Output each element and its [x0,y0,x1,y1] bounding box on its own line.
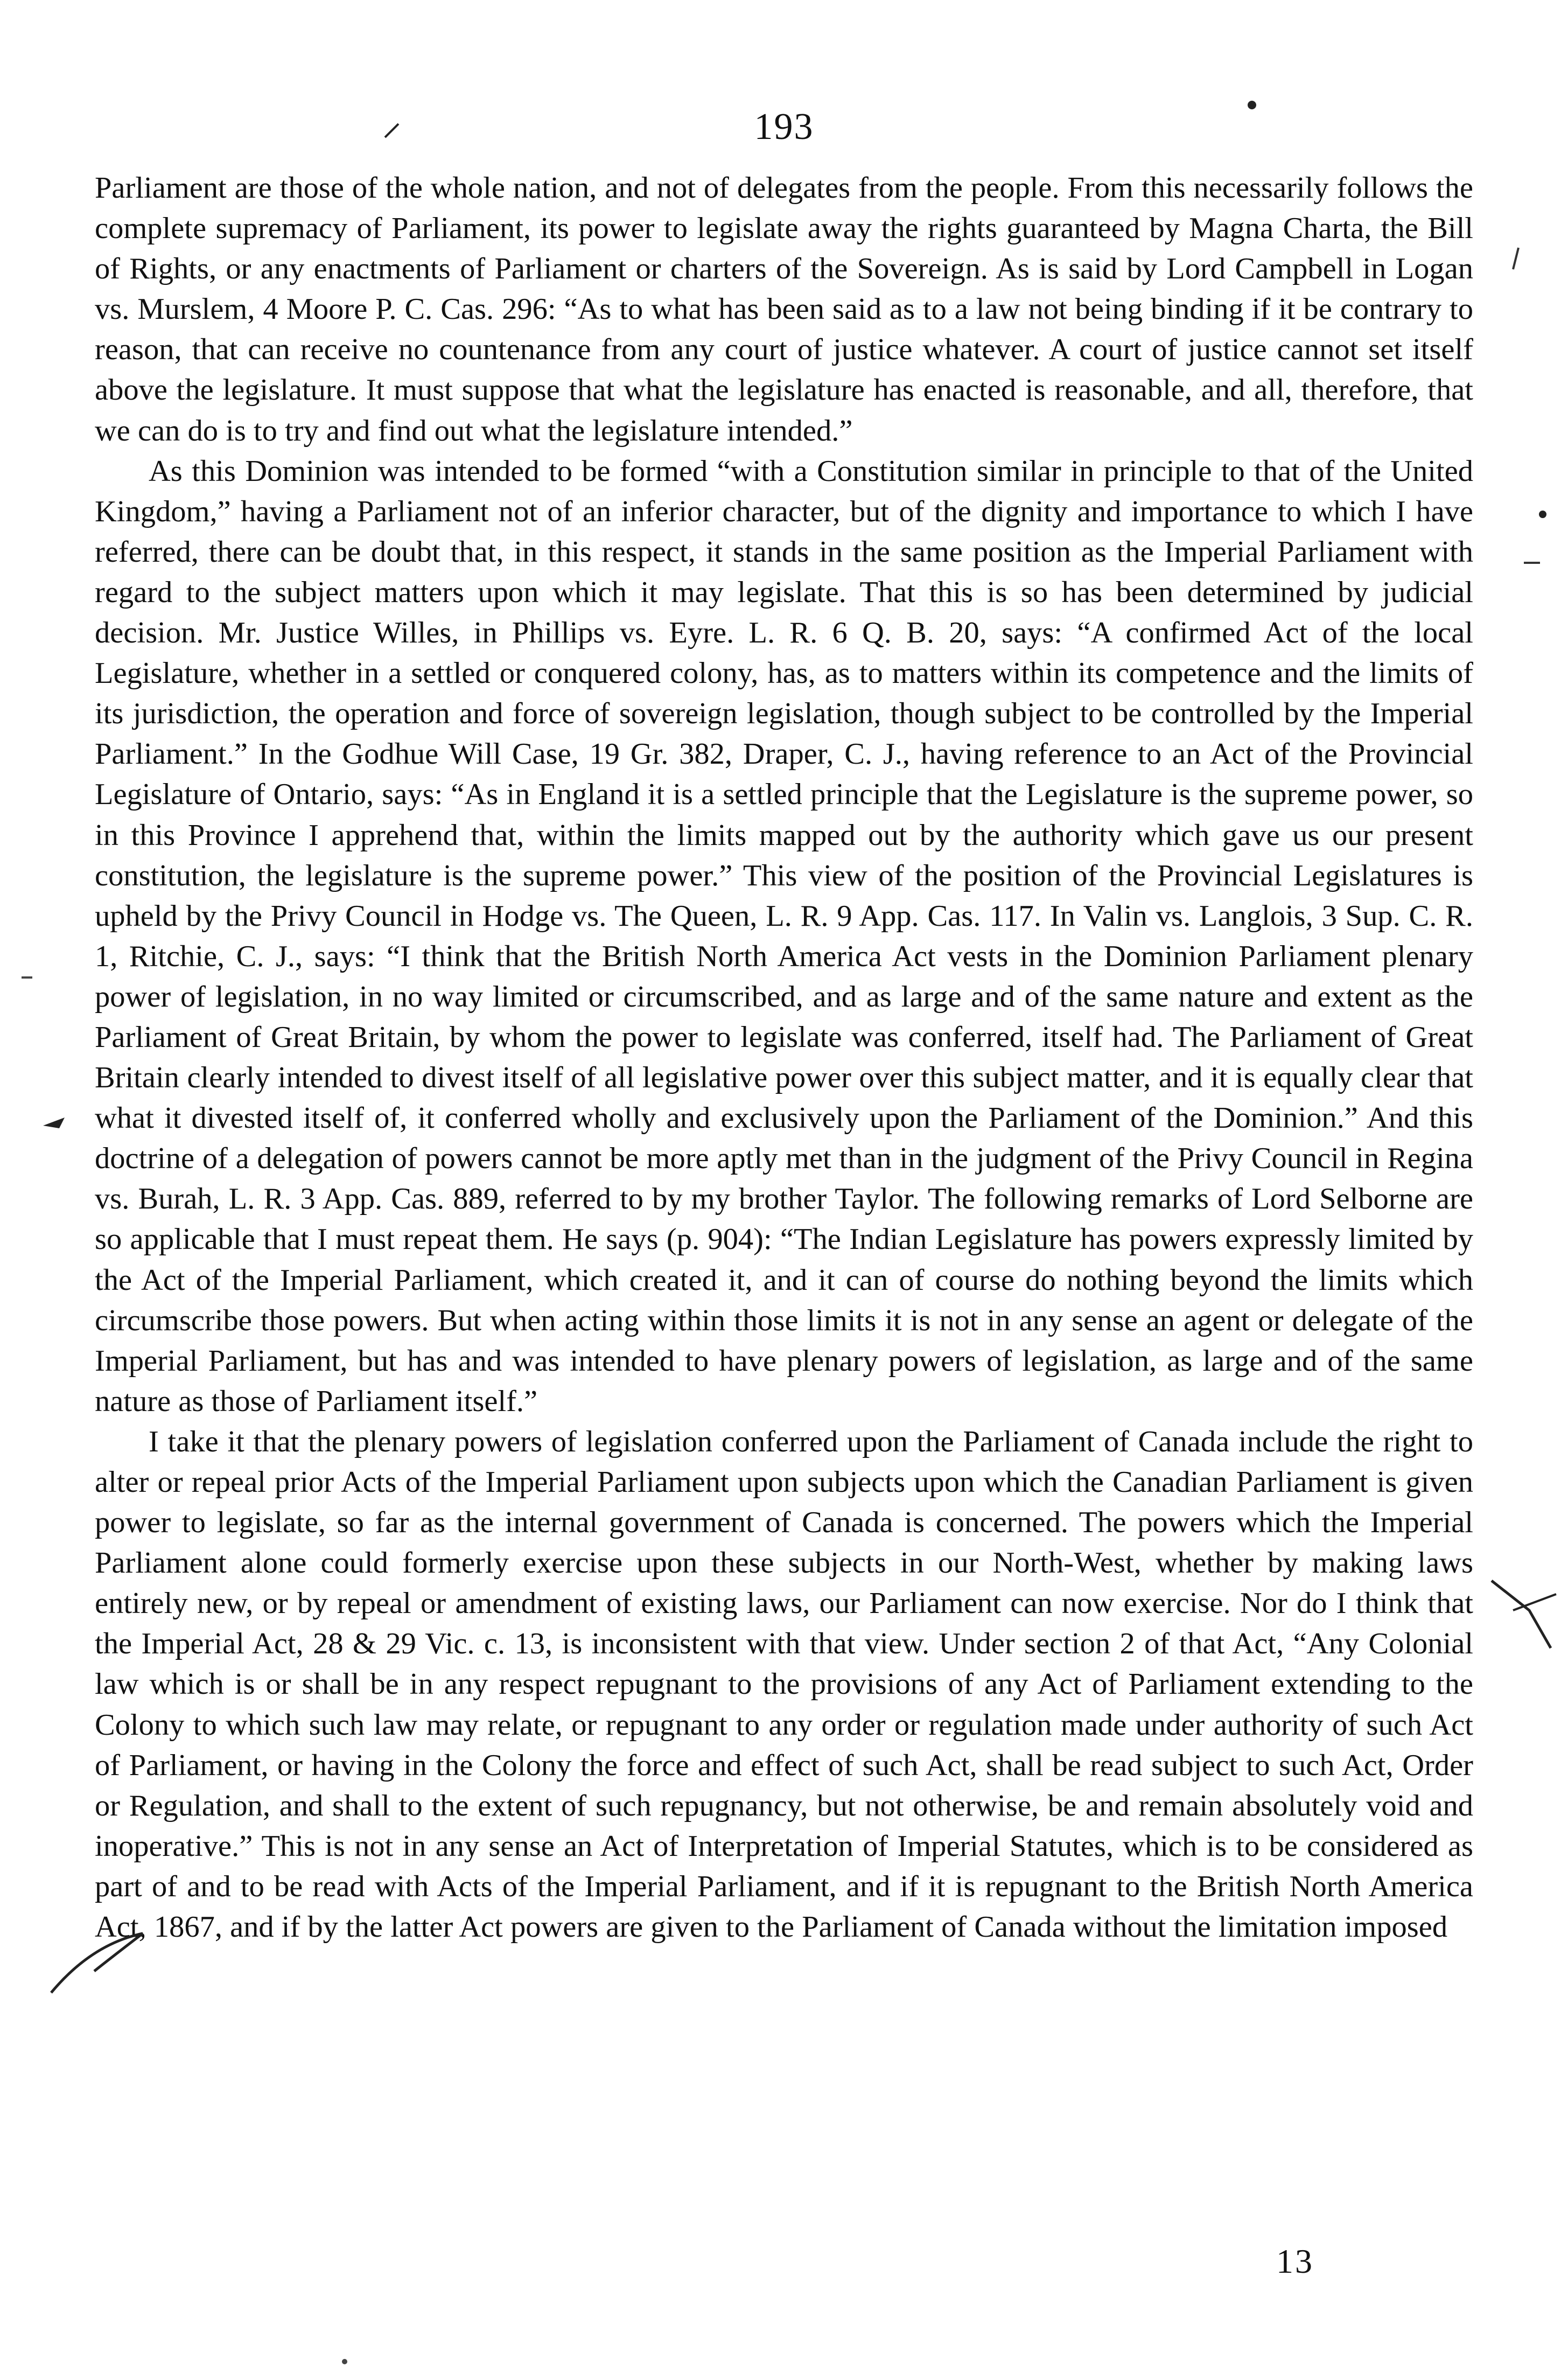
signature-mark: 13 [1276,2242,1314,2280]
margin-bracket-mark-2 [1513,1594,1556,1610]
paragraph-2: As this Dominion was intended to be formed “with a Constitution similar in principle to that of the United Kingdom,” having a Parliament not of an inferior character, but of the dignity and importance to which I have referred, there can be doubt that, in this respect, it stands in the same position as the Imperial Parliament with regard to the subject matters upon which it may legislate. That this is so has been determined by judicial decision. Mr. Justice Willes, in Phillips vs. Eyre. L. R. 6 Q. B. 20, says: “A confirmed Act of the local Legislature, whether in a settled or conquered colony, has, as to matters within its competence and the limits of its jurisdiction, the operation and force of sovereign legislation, though subject to be controlled by the Imperial Parliament.” In the Godhue Will Case, 19 Gr. 382, Draper, C. J., having reference to an Act of the Provincial Legislature of Ontario, says: “As in England it is a settled principle that the Legislature is the supreme power, so in this Province I apprehend that, within the limits mapped out by the authority which gave us our present constitution, the legislature is the supreme power.” This view of the position of the Provincial Legislatures is upheld by the Privy Council in Hodge vs. The Queen, L. R. 9 App. Cas. 117. In Valin vs. Langlois, 3 Sup. C. R. 1, Ritchie, C. J., says: “I think that the British North America Act vests in the Dominion Parliament plenary power of legislation, in no way limited or circumscribed, and as large and of the same nature and extent as the Parliament of Great Britain, by whom the power to legislate was conferred, itself had. The Parliament of Great Britain clearly intended to divest itself of all legislative power over this subject matter, and it is equally clear that what it divested itself of, it conferred wholly and exclusively upon the Parliament of the Dominion.” And this doctrine of a delegation of powers cannot be more aptly met than in the judgment of the Privy Council in Regina vs. Burah, L. R. 3 App. Cas. 889, referred to by my brother Taylor. The following remarks of Lord Selborne are so applicable that I must repeat them. He says (p. 904): “The Indian Legislature has powers expressly limited by the Act of the Imperial Parliament, which created it, and it can of course do nothing beyond the limits which circumscribe those powers. But when acting within those limits it is not in any sense an agent or delegate of the Imperial Parliament, but has and was intended to have plenary powers of legislation, as large and of the same nature as those of Parliament itself.” [95,454,1473,1418]
paragraph-1: Parliament are those of the whole nation, and not of delegates from the people. From this necessarily follows the complete supremacy of Parliament, its power to legislate away the rights guaranteed by Magna Charta, the Bill of Rights, or any enactments of Parliament or charters of the Sovereign. As is said by Lord Campbell in Logan vs. Murslem, 4 Moore P. C. Cas. 296: “As to what has been said as to a law not being binding if it be contrary to reason, that can receive no countenance from any court of justice whatever. A court of justice cannot set itself above the legislature. It must suppose that what the legislature has enacted is reasonable, and all, therefore, that we can do is to try and find out what the legislature intended.” [95,171,1473,448]
margin-splotch-mark [43,1118,65,1128]
margin-tick-mark [1513,248,1518,269]
paragraph-3: I take it that the plenary powers of legislation conferred upon the Parliament of Canada include the right to alter or repeal prior Acts of the Imperial Parliament upon subjects upon which the Canadian Parliament is given power to legislate, so far as the internal government of Canada is concerned. The powers which the Imperial Parliament alone could formerly exercise upon these subjects in our North-West, whether by making laws entirely new, or by repeal or amendment of existing laws, our Parliament can now exercise. Nor do I think that the Imperial Act, 28 & 29 Vic. c. 13, is inconsistent with that view. Under section 2 of that Act, “Any Colonial law which is or shall be in any respect repugnant to the provisions of any Act of Parliament extending to the Colony to which such law may relate, or repugnant to any order or regulation made under authority of such Act of Parliament, or having in the Colony the force and effect of such Act, shall be read subject to such Act, Order or Regulation, and shall to the extent of such repugnancy, but not otherwise, be and remain absolutely void and inoperative.” This is not in any sense an Act of Interpretation of Imperial Statutes, which is to be considered as part of and to be read with Acts of the Imperial Parliament, and if it is repugnant to the British North America Act, 1867, and if by the latter Act powers are given to the Parliament of Canada without the limitation imposed [95,1425,1473,1944]
page-number: 193 [754,106,814,148]
body-text [95,168,1473,1947]
ink-dot-mark [1539,511,1546,518]
margin-bracket-mark [1492,1581,1551,1648]
ink-dot-mark-3 [342,2359,347,2364]
